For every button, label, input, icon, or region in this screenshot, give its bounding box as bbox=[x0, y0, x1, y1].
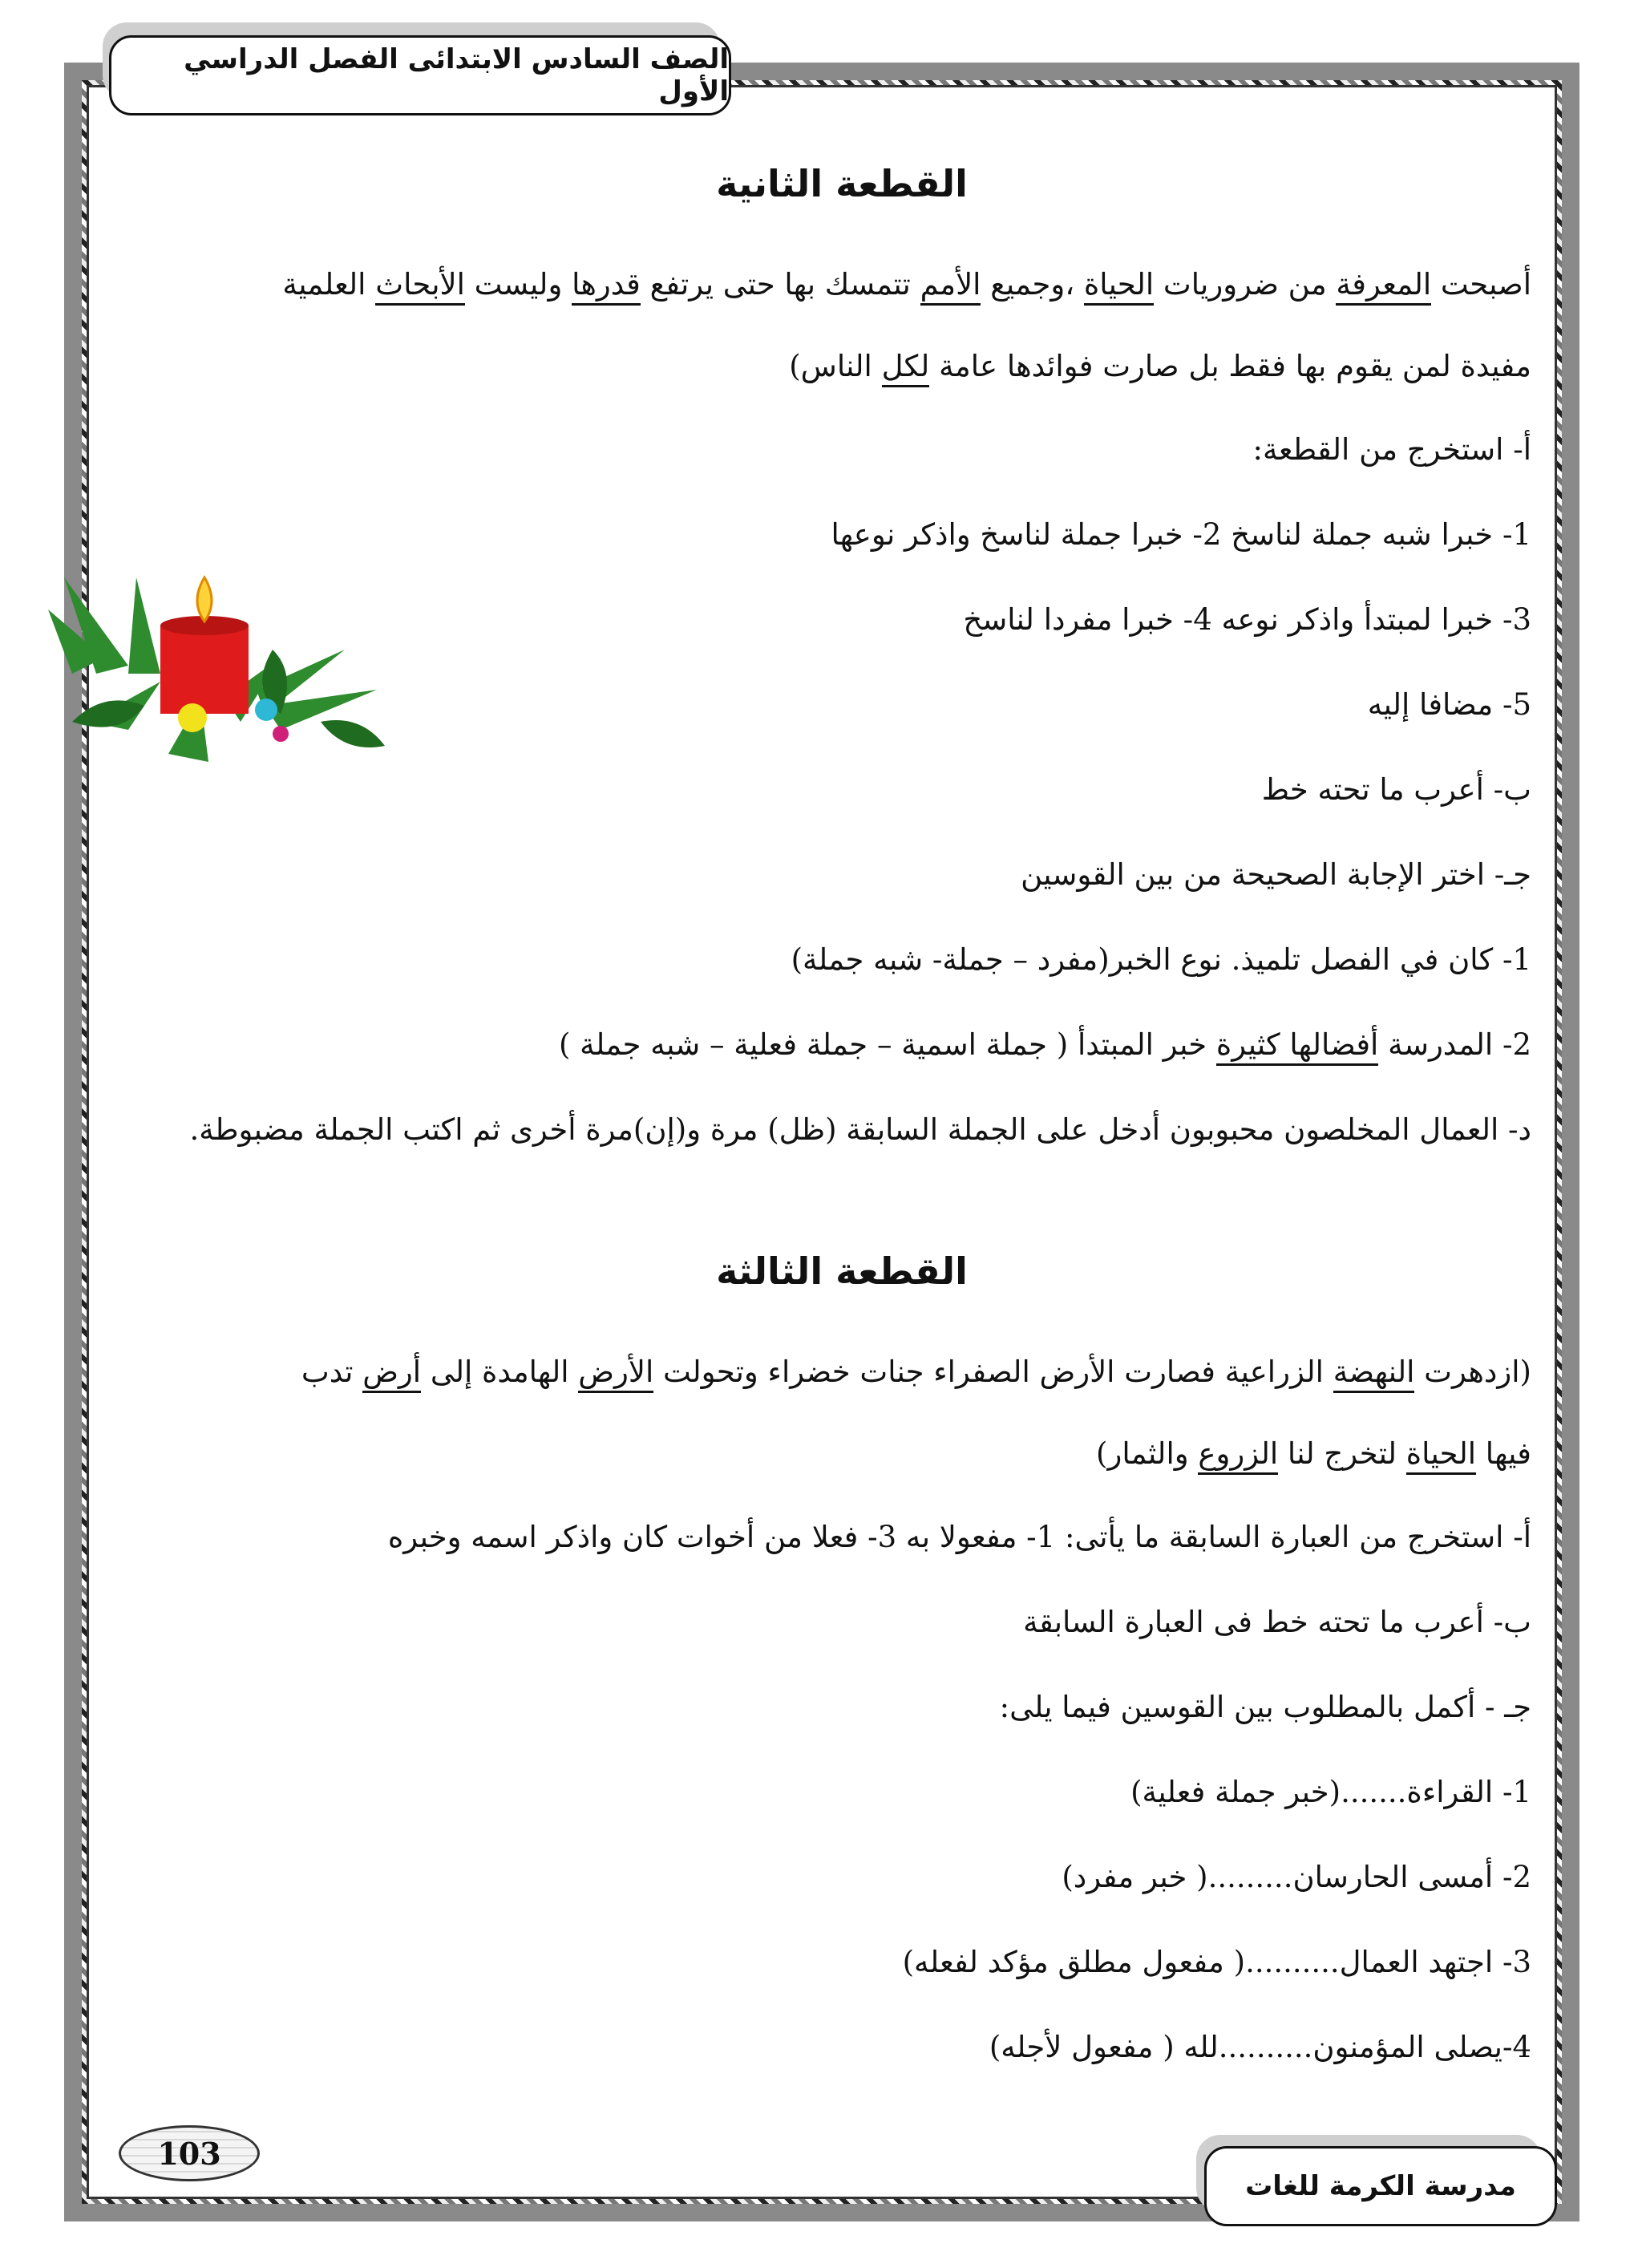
section-3-question-line bbox=[152, 1495, 1531, 1580]
underlined-word: الأرض bbox=[578, 1355, 653, 1393]
text-run: جـ - أكمل بالمطلوب بين القوسين فيما يلى: bbox=[999, 1690, 1531, 1724]
section-2-question-line bbox=[152, 577, 1531, 662]
text-run: أصبحت bbox=[1431, 267, 1531, 302]
section-3-question-line bbox=[152, 1580, 1531, 1665]
underlined-word: لكل bbox=[882, 349, 930, 387]
school-name: مدرسة الكرمة للغات bbox=[1204, 2146, 1557, 2226]
text-run: العلمية bbox=[282, 267, 376, 302]
text-run: 4-يصلى المؤمنون..........لله ( مفعول لأجله) bbox=[989, 2030, 1531, 2064]
text-run: جـ- اختر الإجابة الصحيحة من بين القوسين bbox=[1021, 857, 1531, 892]
text-run: 5- مضافا إليه bbox=[1367, 687, 1531, 722]
underlined-word: الأمم bbox=[920, 267, 981, 306]
text-run: الزراعية فصارت الأرض الصفراء جنات خضراء وتحولت bbox=[653, 1355, 1333, 1389]
section-2-passage-line bbox=[152, 326, 1531, 407]
section-2-question-line bbox=[152, 492, 1531, 577]
text-run: 1- خبرا شبه جملة لناسخ 2- خبرا جملة لناسخ واذكر نوعها bbox=[831, 517, 1531, 552]
text-run: فيها bbox=[1476, 1436, 1531, 1471]
text-run: 1- القراءة.......(خبر جملة فعلية) bbox=[1130, 1775, 1531, 1809]
section-3-question-line bbox=[152, 2005, 1531, 2090]
section-2-question-line bbox=[152, 1002, 1531, 1087]
underlined-word: المعرفة bbox=[1336, 267, 1431, 306]
text-run: الناس) bbox=[789, 349, 882, 383]
underlined-word: الأبحاث bbox=[375, 267, 465, 306]
underlined-word: قدرها bbox=[572, 267, 641, 306]
underlined-word: أفضالها كثيرة bbox=[1216, 1027, 1378, 1066]
section-3-passage-line bbox=[152, 1331, 1531, 1413]
section-3-title: القطعة الثالثة bbox=[716, 1249, 968, 1293]
text-run: مفيدة لمن يقوم بها فقط بل صارت فوائدها عامة bbox=[929, 349, 1531, 383]
text-run: تدب bbox=[301, 1355, 363, 1389]
text-run: د- العمال المخلصون محبوبون أدخل على الجملة السابقة (ظل) مرة و(إن)مرة أخرى ثم اكتب الجملة مضبوطة. bbox=[189, 1112, 1531, 1147]
text-run: خبر المبتدأ ( جملة اسمية – جملة فعلية – شبه جملة ) bbox=[558, 1027, 1216, 1062]
text-run: 2- أمسى الحارسان.........( خبر مفرد) bbox=[1062, 1860, 1531, 1894]
header-title: الصف السادس الابتدائى الفصل الدراسي الأول bbox=[109, 35, 731, 115]
section-3-passage-line bbox=[152, 1413, 1531, 1495]
section-3-question-line bbox=[152, 1920, 1531, 2005]
section-3-question-line bbox=[152, 1750, 1531, 1835]
text-run: 3- خبرا لمبتدأ واذكر نوعه 4- خبرا مفردا لناسخ bbox=[963, 602, 1531, 637]
section-2-title: القطعة الثانية bbox=[716, 162, 968, 205]
page-number: 103 bbox=[119, 2125, 260, 2181]
underlined-word: النهضة bbox=[1333, 1355, 1415, 1393]
text-run: أ- استخرج من العبارة السابقة ما يأتى: 1- مفعولا به 3- فعلا من أخوات كان واذكر اسمه وخبره bbox=[387, 1520, 1531, 1554]
section-2-question-line bbox=[152, 832, 1531, 917]
section-2-passage-line bbox=[152, 244, 1531, 326]
section-3-question-line bbox=[152, 1665, 1531, 1750]
underlined-word: الحياة bbox=[1406, 1436, 1476, 1475]
section-3-question-line bbox=[152, 1835, 1531, 1920]
text-run: من ضروريات bbox=[1154, 267, 1337, 302]
text-run: الهامدة إلى bbox=[421, 1355, 579, 1389]
text-run: ،وجميع bbox=[981, 267, 1084, 302]
section-2-question-line bbox=[152, 1087, 1531, 1172]
text-run: تتمسك بها حتى يرتفع bbox=[640, 267, 920, 302]
section-2-question-line bbox=[152, 747, 1531, 832]
text-run: 1- كان في الفصل تلميذ. نوع الخبر(مفرد – جملة- شبه جملة) bbox=[791, 942, 1531, 977]
underlined-word: أرض bbox=[362, 1355, 421, 1393]
section-2-question-line bbox=[152, 407, 1531, 492]
text-run: لتخرج لنا bbox=[1278, 1436, 1406, 1471]
text-run: ب- أعرب ما تحته خط bbox=[1261, 772, 1531, 807]
text-run: 3- اجتهد العمال..........( مفعول مطلق مؤكد لفعله) bbox=[902, 1945, 1531, 1979]
underlined-word: الحياة bbox=[1084, 267, 1154, 306]
section-2-question-line bbox=[152, 662, 1531, 747]
underlined-word: الزروع bbox=[1198, 1436, 1278, 1475]
text-run: ب- أعرب ما تحته خط فى العبارة السابقة bbox=[1023, 1605, 1531, 1639]
text-run: والثمار) bbox=[1096, 1436, 1199, 1471]
text-run: (ازدهرت bbox=[1414, 1355, 1531, 1389]
text-run: 2- المدرسة bbox=[1378, 1027, 1531, 1062]
text-run: وليست bbox=[464, 267, 572, 302]
section-2-question-line bbox=[152, 917, 1531, 1002]
text-run: أ- استخرج من القطعة: bbox=[1252, 432, 1531, 467]
